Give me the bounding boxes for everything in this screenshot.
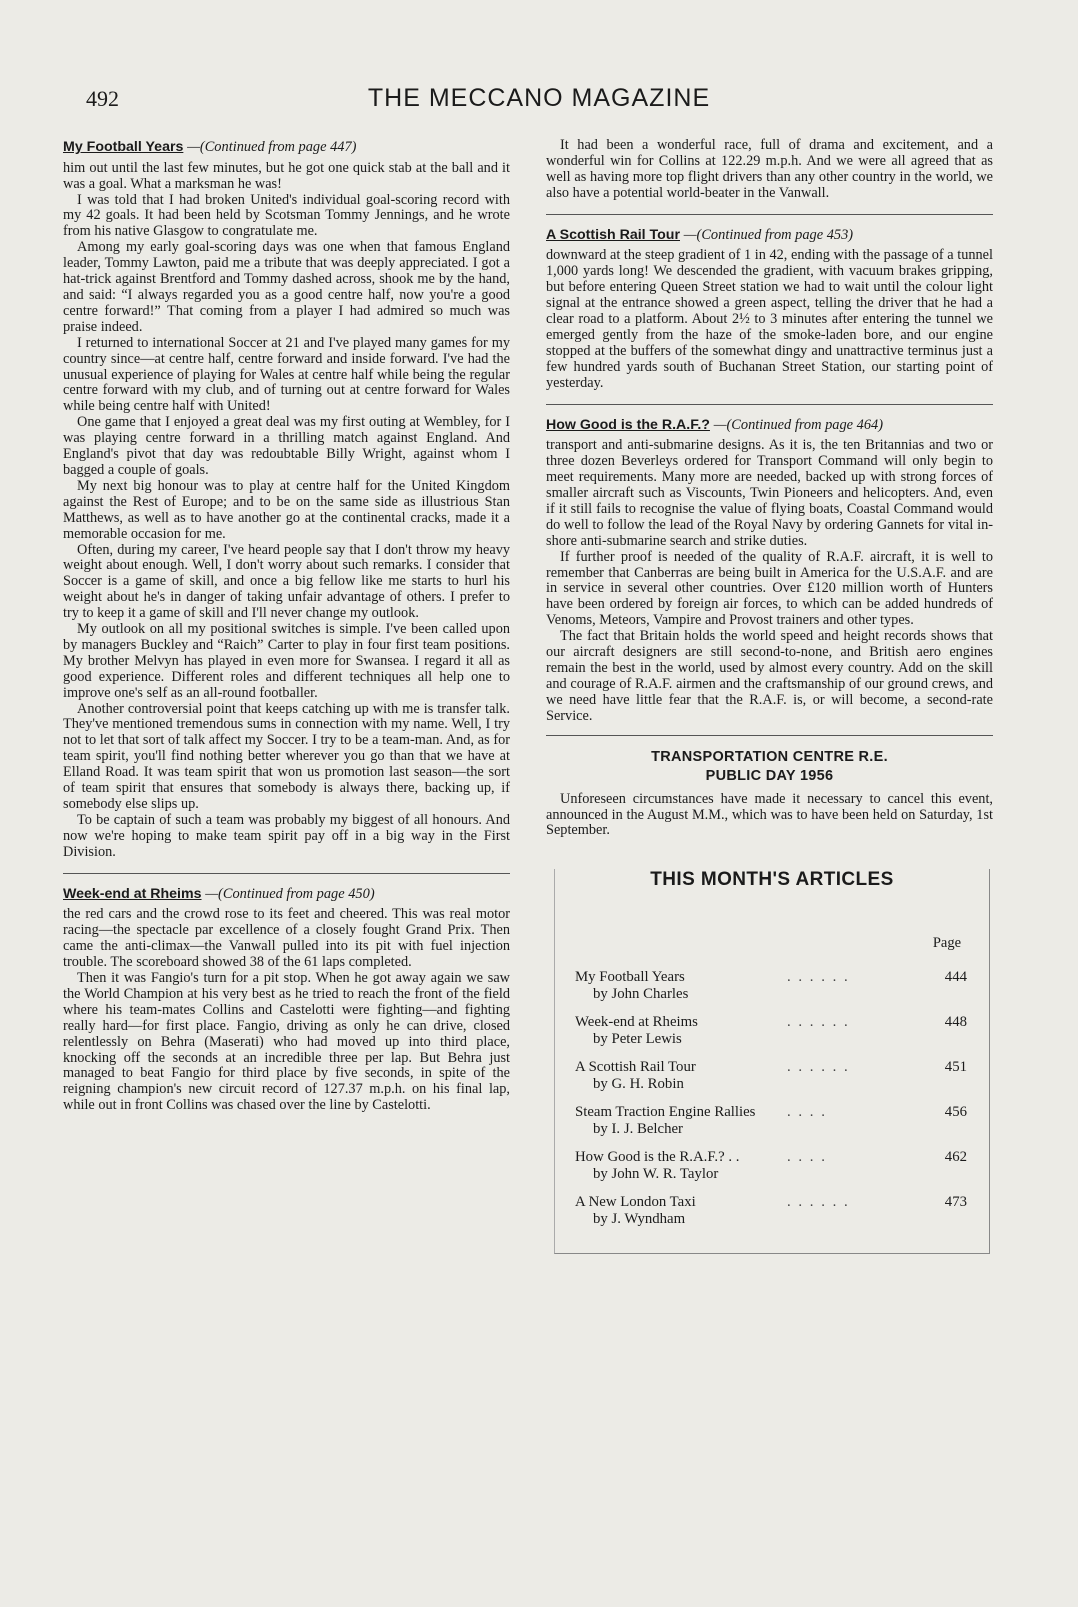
notice-title bbox=[546, 748, 993, 786]
continued-note: —(Continued from page 450) bbox=[205, 885, 375, 902]
entry-leader-dots: . . . . . . bbox=[787, 1059, 850, 1076]
notice-text: Unforeseen circumstances have made it necessary to cancel this event, announced in the August M.M., which was to have been held on Saturday, 1st September. bbox=[546, 790, 993, 839]
entry-page: 456 bbox=[944, 1104, 967, 1121]
section-heading-rail bbox=[546, 226, 993, 245]
entry-title: Week-end at Rheims bbox=[575, 1014, 698, 1031]
paragraph: transport and anti-submarine designs. As it is, the ten Britannias and two or three dozen Beverleys ordered for Transport Command will only begin to meet requirements. Many more are needed, backed up with strong forces of smaller aircraft such as Viscounts, Twin Pioneers and helicopters. And, even if it still fails to recognise the value of flying boats, Coastal Command would do well to follow the lead of the Royal Navy by ordering Gannets for vital in-shore anti-submarine search and strike duties. bbox=[546, 437, 993, 549]
section-heading-raf bbox=[546, 416, 993, 435]
paragraph: downward at the steep gradient of 1 in 42, ending with the passage of a tunnel 1,000 yards long! We descended the gradient, with vacuum brakes gripping, but before entering Queen Street station we had to wait until the colour light signal at the entrance showed a green aspect, telling the driver that he had a clear road to a platform. About 2½ to 3 minutes after entering the tunnel we emerged gently from the haze of the smoke-laden bore, and our engine stopped at the buffers of the somewhat dingy and unattractive terminus just a few hundred yards south of Buchanan Street Station, our starting point of yesterday. bbox=[546, 247, 993, 391]
section-divider bbox=[63, 873, 510, 874]
continued-note: —(Continued from page 447) bbox=[187, 139, 357, 155]
magazine-title: THE MECCANO MAGAZINE bbox=[367, 84, 711, 112]
paragraph: Another controversial point that keeps catching up with me is transfer talk. They've mentioned tremendous sums in connection with my name. Well, I try not to let that sort of talk affect my Soccer. I try to be a team-man. And, as for team spirit, you'll find nothing better wherever you go than that we have at Elland Road. It was team spirit that won us promotion last season—the sort of team spirit that ensures that somebody is always there, backing up, if somebody else slips up. bbox=[63, 700, 510, 812]
notice-title-line: TRANSPORTATION CENTRE R.E. bbox=[651, 748, 888, 765]
entry-title: Steam Traction Engine Rallies bbox=[575, 1104, 756, 1121]
section-heading-rheims bbox=[63, 885, 510, 904]
contents-entry bbox=[575, 1014, 967, 1059]
paragraph: The fact that Britain holds the world speed and height records shows that our aircraft designers are still second-to-none, and British aero engines remain the best in the world, used by almost every country. Add on the skill and courage of R.A.F. airmen and the craftsmanship of our ground crews, and we need have little fear that the R.A.F. is, or will become, a second-rate Service. bbox=[546, 628, 993, 724]
section-heading-football bbox=[63, 138, 510, 157]
paragraph: If further proof is needed of the quality of R.A.F. aircraft, it is well to remember that Canberras are being built in America for the U.S.A.F. and are in service in several other countries. Over £120 million worth of Hunters have been ordered by foreign air forces, to which can be added hundreds of Venoms, Meteors, Vampire and Provost trainers and other types. bbox=[546, 548, 993, 629]
entry-leader-dots: . . . . . . bbox=[787, 969, 850, 986]
entry-page: 473 bbox=[944, 1194, 967, 1211]
entry-leader-dots: . . . . bbox=[787, 1149, 827, 1166]
section-title: My Football Years bbox=[63, 139, 184, 155]
entry-title: A New London Taxi bbox=[575, 1194, 696, 1211]
entry-title: How Good is the R.A.F.? . . bbox=[575, 1149, 740, 1166]
right-column bbox=[546, 138, 993, 1254]
entry-author: by John W. R. Taylor bbox=[593, 1165, 719, 1182]
paragraph: Then it was Fangio's turn for a pit stop. When he got away again we saw the World Champion at his very best as he tried to reach the front of the field where his team-mates Collins and Castelotti were fighting—and fighting really hard—for first place. Fangio, driving as only he can drive, closed relentlessly on Behra (Maserati) who had moved up into third place, knocking off the seconds at an incredible three per lap. But Behra just managed to beat Fangio for third place by five seconds, in spite of the reigning champion's new circuit record of 127.37 m.p.h. on his final lap, while out in front Collins was chased over the line by Castelotti. bbox=[63, 970, 510, 1114]
section-divider bbox=[546, 214, 993, 215]
paragraph: To be captain of such a team was probably my biggest of all honours. And now we're hoping to make team spirit pay off in a big way in the First Division. bbox=[63, 811, 510, 860]
section-divider bbox=[546, 735, 993, 736]
contents-entry bbox=[575, 1059, 967, 1104]
entry-leader-dots: . . . . . . bbox=[787, 1014, 850, 1031]
continued-note: —(Continued from page 453) bbox=[683, 226, 854, 243]
paragraph: Among my early goal-scoring days was one when that famous England leader, Tommy Lawton, paid me a tribute that was deeply appreciated. I got a hat-trick against Brentford and Tommy dashed across, shook me by the hand, and said: “I always regarded you as a good centre half, now you're a good centre forward!” That coming from a player I had admired so much was praise indeed. bbox=[63, 239, 510, 335]
entry-leader-dots: . . . . . . bbox=[787, 1194, 850, 1211]
paragraph: My next big honour was to play at centre half for the United Kingdom against the Rest of Europe; and to be on the same side as illustrious Stan Matthews, as well as to have another go at the continental cracks, made it a memorable occasion for me. bbox=[63, 477, 510, 542]
entry-author: by I. J. Belcher bbox=[593, 1120, 683, 1137]
entry-title: My Football Years bbox=[575, 969, 685, 986]
contents-title: THIS MONTH'S ARTICLES bbox=[650, 869, 894, 891]
entry-author: by G. H. Robin bbox=[593, 1075, 684, 1092]
paragraph: Often, during my career, I've heard people say that I don't throw my heavy weight about enough. Well, I don't worry about such remarks. I consider that Soccer is a game of skill, and once a big fellow like me starts to hurl his weight about he's in danger of taking unfair advantage of others. I prefer to try to keep it a game of skill and I'll never change my outlook. bbox=[63, 541, 510, 622]
entry-page: 448 bbox=[944, 1014, 967, 1031]
contents-entry bbox=[575, 1149, 967, 1194]
page-column-label: Page bbox=[932, 935, 961, 952]
contents-list bbox=[575, 969, 967, 1239]
entry-title: A Scottish Rail Tour bbox=[575, 1059, 696, 1076]
contents-entry bbox=[575, 1104, 967, 1149]
paragraph: him out until the last few minutes, but he got one quick stab at the ball and it was a goal. What a marksman he was! bbox=[63, 159, 510, 192]
continued-note: —(Continued from page 464) bbox=[713, 416, 884, 433]
left-column bbox=[63, 138, 510, 1114]
entry-author: by John Charles bbox=[593, 985, 689, 1002]
entry-page: 462 bbox=[944, 1149, 967, 1166]
paragraph: My outlook on all my positional switches is simple. I've been called upon by managers Buckley and “Raich” Carter to play in four first team positions. My brother Melvyn has played in even more for Swansea. I regard it all as good experience. Different roles and different techniques all help one to improve one's self as an all-round footballer. bbox=[63, 621, 510, 701]
contents-box bbox=[554, 869, 990, 1254]
entry-page: 444 bbox=[944, 969, 967, 986]
entry-page: 451 bbox=[944, 1059, 967, 1076]
entry-leader-dots: . . . . bbox=[787, 1104, 827, 1121]
section-title: Week-end at Rheims bbox=[63, 885, 202, 902]
entry-author: by Peter Lewis bbox=[593, 1030, 682, 1047]
entry-author: by J. Wyndham bbox=[593, 1210, 686, 1227]
paragraph: One game that I enjoyed a great deal was my first outing at Wembley, for I was playing centre forward in a thrilling match against England. And England's pivot that day was redoubtable Billy Wright, against whom I bagged a couple of goals. bbox=[63, 414, 510, 478]
section-title: A Scottish Rail Tour bbox=[546, 226, 680, 243]
contents-entry bbox=[575, 1194, 967, 1239]
paragraph: I was told that I had broken United's individual goal-scoring record with my 42 goals. It had been held by Scotsman Tommy Jennings, and he wrote from his native Glasgow to congratulate me. bbox=[63, 191, 510, 240]
paragraph: I returned to international Soccer at 21 and I've played many games for my country since—at centre half, centre forward and inside forward. I've had the unusual experience of playing for Wales at centre half while being the regular centre forward with my club, and of turning out at centre forward for Wales while being centre half with United! bbox=[63, 334, 510, 415]
paragraph: It had been a wonderful race, full of drama and excitement, and a wonderful win for Collins at 122.29 m.p.h. And we were all agreed that as well as having more top flight drivers than any other country in the world, we also have a potential world-beater in the Vanwall. bbox=[546, 137, 993, 201]
notice-title-line: PUBLIC DAY 1956 bbox=[705, 767, 834, 784]
page-number: 492 bbox=[86, 86, 119, 111]
section-title: How Good is the R.A.F.? bbox=[546, 416, 710, 433]
section-divider bbox=[546, 404, 993, 405]
contents-entry bbox=[575, 969, 967, 1014]
paragraph: the red cars and the crowd rose to its feet and cheered. This was real motor racing—the spectacle par excellence of a closely fought Grand Prix. Then came the anti-climax—the Vanwall pulled into its pit with fuel injection trouble. The scoreboard showed 38 of the 61 laps completed. bbox=[63, 906, 510, 971]
